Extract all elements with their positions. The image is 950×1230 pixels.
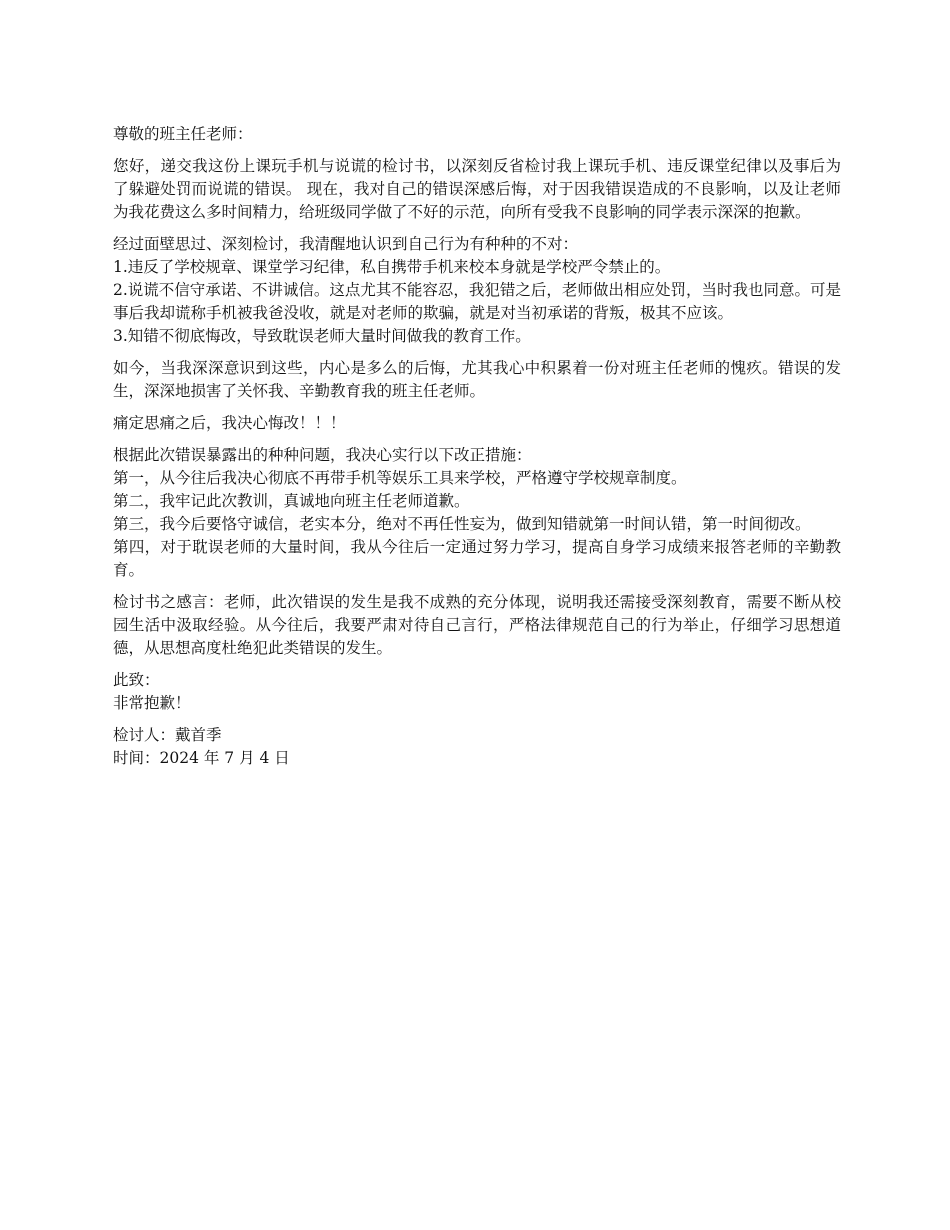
closing-line: 此致： (113, 671, 160, 689)
fault-item: 1.违反了学校规章、课堂学习纪律，私自携带手机来校本身就是学校严令禁止的。 (113, 258, 671, 276)
measure-item: 第三，我今后要恪守诚信，老实本分，绝对不再任性妄为，做到知错就第一时间认错，第一时间彻改。 (113, 515, 811, 533)
fault-item: 2.说谎不信守承诺、不讲诚信。这点尤其不能容忍，我犯错之后，老师做出相应处罚，当时我也同意。可是事后我却谎称手机被我爸没收，就是对老师的欺骗，就是对当初承诺的背叛，极其不应该。 (113, 281, 841, 322)
fault-item: 3.知错不彻底悔改，导致耽误老师大量时间做我的教育工作。 (113, 327, 531, 345)
apology-line: 非常抱歉！ (113, 694, 191, 712)
signature-section (113, 724, 841, 770)
faults-lead: 经过面壁思过、深刻检讨，我清醒地认识到自己行为有种种的不对： (113, 235, 579, 253)
measures-lead: 根据此次错误暴露出的种种问题，我决心实行以下改正措施： (113, 446, 532, 464)
document-page (113, 123, 841, 779)
afterword-paragraph: 检讨书之感言：老师，此次错误的发生是我不成熟的充分体现，说明我还需接受深刻教育，需要不断从校园生活中汲取经验。从今往后，我要严肃对待自己言行，严格法律规范自己的行为举止，仔细学习思想道德，从思想高度杜绝犯此类错误的发生。 (113, 593, 841, 657)
intro-paragraph: 您好，递交我这份上课玩手机与说谎的检讨书，以深刻反省检讨我上课玩手机、违反课堂纪律以及事后为了躲避处罚而说谎的错误。 现在，我对自己的错误深感后悔，对于因我错误造成的不良影响，以及让老师为我花费这么多时间精力，给班级同学做了不好的示范，向所有受我不良影响的同学表示深深的抱歉。 (113, 157, 841, 221)
date-line: 时间：2024 年 7 月 4 日 (113, 749, 290, 767)
regret-paragraph: 如今，当我深深意识到这些，内心是多么的后悔，尤其我心中积累着一份对班主任老师的愧疚。错误的发生，深深地损害了关怀我、辛勤教育我的班主任老师。 (113, 359, 841, 400)
measure-item: 第二，我牢记此次教训，真诚地向班主任老师道歉。 (113, 492, 470, 510)
resolve-line: 痛定思痛之后，我决心悔改！！！ (113, 414, 346, 432)
measure-item: 第四，对于耽误老师的大量时间，我从今往后一定通过努力学习，提高自身学习成绩来报答老师的辛勤教育。 (113, 538, 841, 579)
measures-section (113, 444, 841, 582)
measure-item: 第一，从今往后我决心彻底不再带手机等娱乐工具来学校，严格遵守学校规章制度。 (113, 469, 687, 487)
faults-section (113, 233, 841, 348)
salutation: 尊敬的班主任老师： (113, 125, 253, 143)
closing-section (113, 669, 841, 715)
signer-line: 检讨人：戴首季 (113, 726, 222, 744)
